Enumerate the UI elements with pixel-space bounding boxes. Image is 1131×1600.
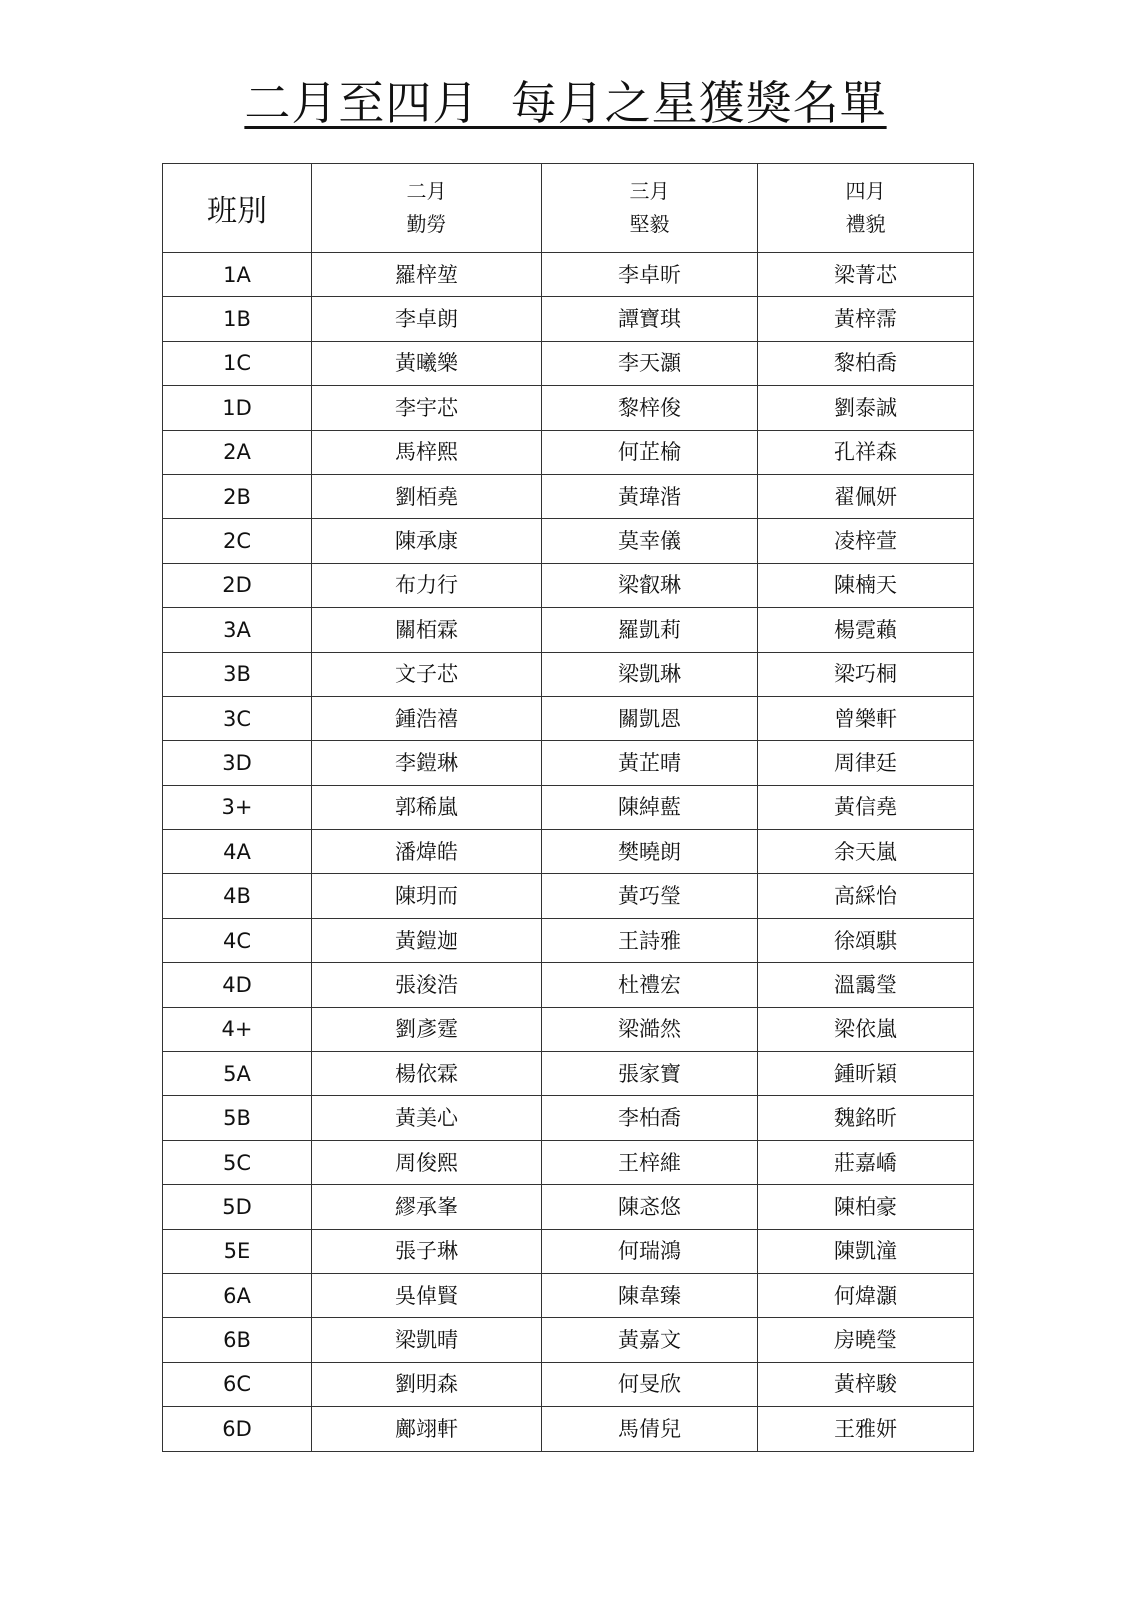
february-winner-cell: 陳承康 [312,519,542,563]
class-cell: 4A [163,830,312,874]
february-winner-cell: 鍾浩禧 [312,696,542,740]
document-title [0,70,1131,136]
class-cell: 3+ [163,785,312,829]
march-winner-cell: 何芷榆 [542,430,758,474]
class-cell: 4+ [163,1007,312,1051]
march-winner-cell: 莫幸儀 [542,519,758,563]
march-winner-cell: 陳忞悠 [542,1185,758,1229]
february-winner-cell: 黃美心 [312,1096,542,1140]
april-winner-cell: 凌梓萱 [758,519,974,563]
april-winner-cell: 孔祥森 [758,430,974,474]
february-winner-cell: 羅梓堃 [312,253,542,297]
table-row [163,1007,974,1051]
april-winner-cell: 王雅妍 [758,1407,974,1451]
february-winner-cell: 陳玥而 [312,874,542,918]
march-winner-cell: 黃嘉文 [542,1318,758,1362]
table-row [163,1407,974,1451]
class-cell: 5C [163,1140,312,1184]
february-column-header [312,164,542,253]
february-winner-cell: 李卓朗 [312,297,542,341]
february-winner-cell: 張子琳 [312,1229,542,1273]
class-cell: 2D [163,563,312,607]
march-winner-cell: 王詩雅 [542,918,758,962]
table-row [163,386,974,430]
class-cell: 6C [163,1362,312,1406]
table-row [163,519,974,563]
march-winner-cell: 黃芷晴 [542,741,758,785]
february-winner-cell: 關栢霖 [312,608,542,652]
award-table [162,163,974,1452]
february-winner-cell: 文子芯 [312,652,542,696]
april-winner-cell: 莊嘉嶠 [758,1140,974,1184]
april-winner-cell: 黃信堯 [758,785,974,829]
month-label: 二月 [406,179,447,203]
table-row [163,1229,974,1273]
class-cell: 3C [163,696,312,740]
class-cell: 5E [163,1229,312,1273]
table-row [163,696,974,740]
february-winner-cell: 李宇芯 [312,386,542,430]
virtue-label: 勤勞 [406,212,447,236]
table-row [163,563,974,607]
virtue-label: 禮貌 [845,212,886,236]
april-winner-cell: 梁巧桐 [758,652,974,696]
february-winner-cell: 馬梓熙 [312,430,542,474]
march-winner-cell: 何旻欣 [542,1362,758,1406]
april-winner-cell: 劉泰誠 [758,386,974,430]
april-column-header [758,164,974,253]
table-row [163,1185,974,1229]
april-winner-cell: 溫靄瑩 [758,963,974,1007]
table-row [163,253,974,297]
february-winner-cell: 黃鎧迦 [312,918,542,962]
april-winner-cell: 徐頌騏 [758,918,974,962]
march-winner-cell: 李柏喬 [542,1096,758,1140]
table-row [163,1052,974,1096]
february-winner-cell: 周俊熙 [312,1140,542,1184]
march-winner-cell: 何瑞鴻 [542,1229,758,1273]
february-winner-cell: 潘煒皓 [312,830,542,874]
table-row [163,341,974,385]
class-cell: 2B [163,474,312,518]
april-winner-cell: 陳柏豪 [758,1185,974,1229]
class-cell: 3A [163,608,312,652]
april-winner-cell: 黎柏喬 [758,341,974,385]
class-cell: 6A [163,1273,312,1317]
march-winner-cell: 黃瑋湝 [542,474,758,518]
march-winner-cell: 黎梓俊 [542,386,758,430]
march-winner-cell: 李天灝 [542,341,758,385]
march-winner-cell: 李卓昕 [542,253,758,297]
header-row [163,164,974,253]
april-winner-cell: 鍾昕穎 [758,1052,974,1096]
april-winner-cell: 余天嵐 [758,830,974,874]
march-winner-cell: 梁澔然 [542,1007,758,1051]
table-row [163,785,974,829]
month-label: 四月 [845,179,886,203]
april-winner-cell: 何煒灝 [758,1273,974,1317]
table-row [163,1096,974,1140]
document-title-text: 二月至四月 每月之星獲獎名單 [244,76,887,130]
march-winner-cell: 關凱恩 [542,696,758,740]
march-column-header [542,164,758,253]
march-winner-cell: 黃巧瑩 [542,874,758,918]
april-winner-cell: 梁依嵐 [758,1007,974,1051]
class-column-header: 班別 [163,164,312,253]
february-winner-cell: 郭稀嵐 [312,785,542,829]
february-winner-cell: 布力行 [312,563,542,607]
class-cell: 5A [163,1052,312,1096]
table-row [163,1318,974,1362]
table-row [163,1362,974,1406]
table-row [163,830,974,874]
class-cell: 4B [163,874,312,918]
march-winner-cell: 陳韋臻 [542,1273,758,1317]
february-winner-cell: 楊依霖 [312,1052,542,1096]
april-winner-cell: 周律廷 [758,741,974,785]
table-row [163,608,974,652]
february-winner-cell: 鄺翊軒 [312,1407,542,1451]
class-cell: 5B [163,1096,312,1140]
april-winner-cell: 高綵怡 [758,874,974,918]
table-row [163,297,974,341]
april-winner-cell: 黃梓駿 [758,1362,974,1406]
april-winner-cell: 翟佩妍 [758,474,974,518]
class-cell: 2C [163,519,312,563]
april-winner-cell: 房曉瑩 [758,1318,974,1362]
table-row [163,430,974,474]
april-winner-cell: 梁菁芯 [758,253,974,297]
class-cell: 1B [163,297,312,341]
class-cell: 1C [163,341,312,385]
february-winner-cell: 劉明森 [312,1362,542,1406]
march-winner-cell: 馬倩兒 [542,1407,758,1451]
march-winner-cell: 梁叡琳 [542,563,758,607]
february-winner-cell: 劉彥霆 [312,1007,542,1051]
february-winner-cell: 梁凱晴 [312,1318,542,1362]
class-cell: 5D [163,1185,312,1229]
table-row [163,1273,974,1317]
virtue-label: 堅毅 [629,212,670,236]
table-row [163,963,974,1007]
april-winner-cell: 魏銘昕 [758,1096,974,1140]
march-winner-cell: 梁凱琳 [542,652,758,696]
class-cell: 1A [163,253,312,297]
class-cell: 3D [163,741,312,785]
february-winner-cell: 李鎧琳 [312,741,542,785]
march-winner-cell: 杜禮宏 [542,963,758,1007]
class-cell: 6B [163,1318,312,1362]
class-cell: 1D [163,386,312,430]
march-winner-cell: 張家寶 [542,1052,758,1096]
april-winner-cell: 陳楠天 [758,563,974,607]
february-winner-cell: 張浚浩 [312,963,542,1007]
table-row [163,1140,974,1184]
february-winner-cell: 繆承峯 [312,1185,542,1229]
april-winner-cell: 楊霓藾 [758,608,974,652]
april-winner-cell: 黃梓霈 [758,297,974,341]
table-row [163,652,974,696]
table-row [163,874,974,918]
february-winner-cell: 黃曦樂 [312,341,542,385]
march-winner-cell: 羅凱莉 [542,608,758,652]
april-winner-cell: 陳凱潼 [758,1229,974,1273]
february-winner-cell: 吳倬賢 [312,1273,542,1317]
table-row [163,918,974,962]
table-row [163,474,974,518]
march-winner-cell: 譚寶琪 [542,297,758,341]
february-winner-cell: 劉栢堯 [312,474,542,518]
class-cell: 3B [163,652,312,696]
march-winner-cell: 王梓維 [542,1140,758,1184]
award-table-body [163,253,974,1452]
april-winner-cell: 曾樂軒 [758,696,974,740]
class-cell: 6D [163,1407,312,1451]
class-cell: 4C [163,918,312,962]
class-cell: 4D [163,963,312,1007]
table-row [163,741,974,785]
march-winner-cell: 陳綽藍 [542,785,758,829]
month-label: 三月 [629,179,670,203]
march-winner-cell: 樊曉朗 [542,830,758,874]
class-cell: 2A [163,430,312,474]
